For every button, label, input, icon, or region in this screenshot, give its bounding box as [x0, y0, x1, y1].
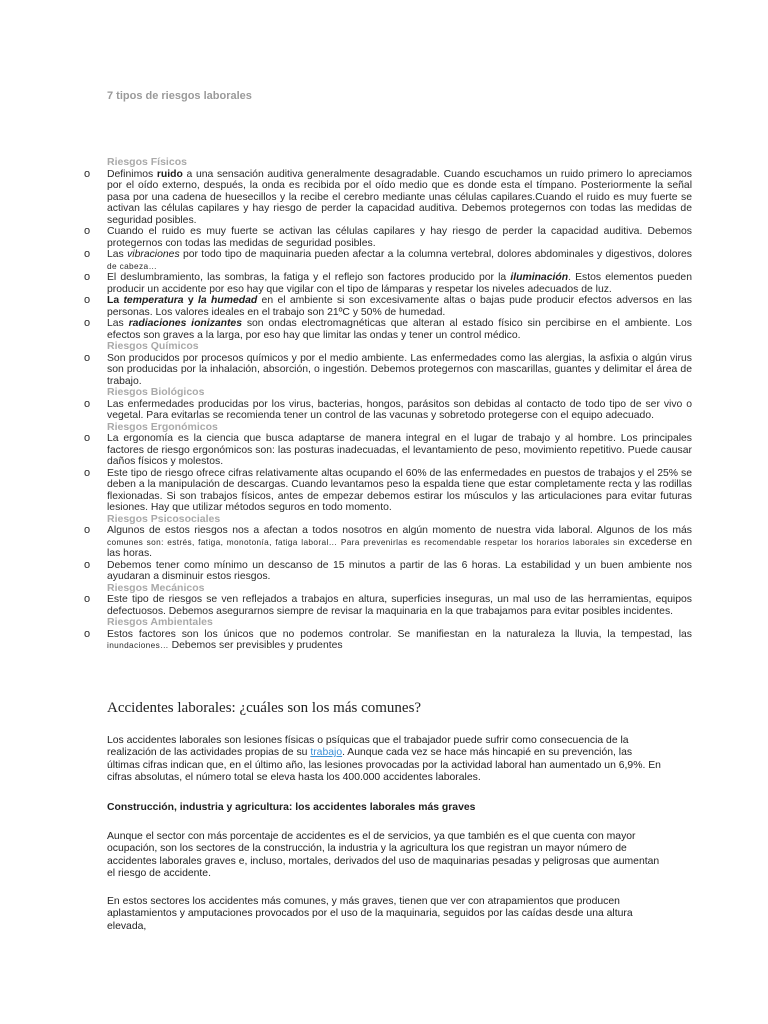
- list-item-text: [107, 295, 692, 318]
- text-segment: son ondas electromagnéticas que alteran al estado físico sin percibirse en el ambiente. Los efectos son graves a la larga, por eso hay que limitar las ondas y tener un control médico.: [107, 318, 692, 341]
- bullet-marker: o: [84, 558, 91, 571]
- text-segment: Debemos tener como mínimo un descanso de 15 minutos a partir de las 6 horas. La estabilidad y un buen ambiente nos ayudaran a disminuir estos riesgos.: [107, 559, 692, 582]
- bullet-marker: o: [84, 271, 91, 283]
- text-segment: Son producidos por procesos químicos y por el medio ambiente. Las enfermedades como las alergias, la asfixia o algún virus son producidas por la inhalación, absorción, o ingestión. Debemos protegernos con mascarillas, guantes y delimitar el área de trabajo.: [107, 352, 692, 387]
- list-item-text: [107, 272, 692, 295]
- article-subheading-block: [107, 802, 667, 814]
- list-item: [84, 295, 692, 318]
- text-segment: Algunos de estos riesgos nos a afectan a todos nosotros en algún momento de nuestra vida laboral. Algunos de los más: [107, 525, 692, 536]
- text-segment: vibraciones: [127, 249, 180, 260]
- article-paragraph-2: Aunque el sector con más porcentaje de accidentes es el de servicios, ya que también es el que cuenta con mayor ocupación, son los sectores de la construcción, la industria y la agricultura los que registran un mayor número de accidentes laborales graves e, incluso, mortales, derivados del uso de maquinarias pesadas y peligrosas que aumentan el riesgo de accidente.: [107, 831, 660, 879]
- list-item-text: [107, 249, 692, 272]
- bullet-marker: o: [84, 317, 91, 329]
- text-segment: La: [107, 295, 124, 306]
- text-segment: y: [183, 295, 198, 306]
- text-segment: Las: [107, 318, 129, 329]
- list-item-text: [107, 468, 692, 514]
- risk-section-heading: Riesgos Físicos: [107, 156, 187, 168]
- list-item-text: [107, 629, 692, 652]
- list-item-text: [107, 560, 692, 583]
- text-segment: iluminación: [510, 272, 569, 283]
- text-segment: Las: [107, 249, 128, 260]
- text-segment: radiaciones ionizantes: [128, 318, 242, 329]
- text-segment: comunes son: estrés, fatiga, monotonía, fatiga laboral… Para prevenirlas es recomendable respetar los horarios laborales sin: [107, 536, 625, 547]
- list-item-text: [107, 169, 692, 227]
- article-paragraph-3-block: [107, 896, 667, 933]
- list-item-text: [107, 525, 692, 560]
- list-item: [84, 353, 692, 388]
- bullet-marker: o: [84, 593, 91, 605]
- text-segment: inundaciones…: [107, 640, 169, 650]
- risk-section-heading: Riesgos Ambientales: [107, 616, 213, 628]
- intro-text-after: . Aunque cada vez se hace más hincapié en su prevención, las últimas cifras indican que, en el último año, las lesiones provocadas por la actividad laboral han aumentado un 6,9%. En cifras absolutas, el número total se eleva hasta los 400.000 accidentes laborales.: [107, 747, 661, 783]
- list-item-text: [107, 399, 692, 422]
- document-title: 7 tipos de riesgos laborales: [107, 90, 252, 102]
- risk-list: [84, 157, 692, 652]
- list-item: [84, 272, 692, 295]
- text-segment: El deslumbramiento, las sombras, la fatiga y el reflejo son factores producido por la: [107, 272, 511, 283]
- risk-section-heading: Riesgos Mecánicos: [107, 581, 205, 594]
- list-item-text: [107, 318, 692, 341]
- article-intro: [107, 735, 667, 784]
- list-item: [84, 468, 692, 514]
- text-segment: Este tipo de riesgos se ven reflejados a trabajos en altura, superficies inseguras, un mal uso de las herramientas, equipos defectuosos. Debemos asegurarnos siempre de revisar la maquinaria en la que trabajamos para evitar posibles incidentes.: [107, 594, 692, 617]
- text-segment: Definimos: [107, 168, 157, 180]
- intro-text-before: Los accidentes laborales son lesiones físicas o psíquicas que el trabajador puede sufrir como consecuencia de la realización de las actividades propias de su: [107, 735, 629, 759]
- risk-section-heading: Riesgos Químicos: [107, 340, 199, 352]
- text-segment: Estos factores son los únicos que no podemos controlar. Se manifiestan en la naturaleza la lluvia, la tempestad, las: [107, 628, 692, 640]
- bullet-marker: o: [84, 627, 91, 640]
- text-segment: Debemos ser previsibles y prudentes: [168, 640, 343, 651]
- text-segment: temperatura: [123, 295, 184, 306]
- bullet-marker: o: [84, 432, 91, 444]
- list-item-text: [107, 226, 692, 249]
- list-item: [84, 249, 692, 272]
- list-item: [84, 560, 692, 583]
- list-item: [84, 399, 692, 422]
- list-item: [84, 629, 692, 652]
- list-item: [84, 433, 692, 468]
- text-segment: . Estos elementos pueden producir un accidente por eso hay que vigilar con el tipo de lámparas y respetar los niveles adecuados de luz.: [107, 272, 692, 295]
- text-segment: la humedad: [198, 295, 258, 306]
- text-segment: de cabeza…: [107, 260, 158, 271]
- bullet-marker: o: [84, 167, 91, 180]
- bullet-marker: o: [84, 466, 91, 479]
- text-segment: ruido: [156, 168, 183, 180]
- article-paragraph-2-block: [107, 831, 667, 880]
- bullet-marker: o: [84, 225, 91, 237]
- bullet-marker: o: [84, 351, 91, 364]
- bullet-marker: o: [84, 524, 91, 536]
- list-item: [84, 594, 692, 617]
- text-segment: por todo tipo de maquinaria pueden afectar a la columna vertebral, dolores abdominales y digestivos, dolores: [179, 249, 692, 260]
- risk-section-heading: Riesgos Ergonómicos: [107, 420, 218, 433]
- article-paragraph-3: En estos sectores los accidentes más comunes, y más graves, tienen que ver con atrapamientos que producen aplastamientos y amputaciones provocados por el uso de la maquinaria, seguidos por las caídas desde una altura elevada,: [107, 896, 633, 932]
- risk-section-heading: Riesgos Psicosociales: [107, 512, 221, 525]
- text-segment: en el ambiente si son excesivamente altas o bajas pude producir efectos adversos en las personas. Los valores ideales en el trabajo son 21ºC y 50% de humedad.: [107, 295, 692, 318]
- list-item-text: [107, 594, 692, 617]
- bullet-marker: o: [84, 294, 91, 306]
- article-subheading: Construcción, industria y agricultura: los accidentes laborales más graves: [107, 802, 476, 813]
- risk-section-heading: Riesgos Biológicos: [107, 386, 205, 398]
- bullet-marker: o: [84, 397, 91, 410]
- text-segment: Este tipo de riesgo ofrece cifras relativamente altas ocupando el 60% de las enfermedades en puestos de trabajos y el 25% se deben a la manipulación de descargas. Cuando levantamos peso la espalda tiene que estar completamente recta y las rodillas flexionadas. Si son trabajos físicos, antes de empezar debemos estirar los músculos y las articulaciones para evitar futuras lesiones. Hay que utilizar métodos seguros en todo momento.: [107, 467, 692, 513]
- text-segment: excederse en las horas.: [107, 536, 692, 559]
- list-item-text: [107, 433, 692, 468]
- text-segment: La ergonomía es la ciencia que busca adaptarse de manera integral en el lugar de trabajo y al hombre. Los principales factores de riesgo ergonómicos son: las posturas inadecuadas, el levantamiento de peso, movimiento repetitivo. Puede causar daños físicos y molestos.: [107, 433, 692, 467]
- list-item: [84, 169, 692, 227]
- text-segment: Cuando el ruido es muy fuerte se activan las células capilares y hay riesgo de perder la capacidad auditiva. Debemos protegernos con todas las medidas de seguridad posibles.: [107, 226, 692, 249]
- text-segment: Las enfermedades producidas por los virus, bacterias, hongos, parásitos son debidas al contacto de todo tipo de ser vivo o vegetal. Para evitarlas se recomienda tener un control de las vacunas y sobretodo protegerse con el equipo adecuado.: [107, 398, 692, 421]
- text-segment: a una sensación auditiva generalmente desagradable. Cuando escuchamos un ruido primero lo apreciamos por el oído externo, después, la onda es recibida por el oído medio que es donde esta el tímpano. Posteriormente la señal pasa por una cadena de huesecillos y la recibe el cerebro mediante unas células capilares.Cuando el ruido es muy fuerte se activan las células capilares y hay riesgo de perder la capacidad auditiva. Debemos protegernos con todas las medidas de seguridad posibles.: [107, 168, 692, 226]
- list-item: [84, 318, 692, 341]
- list-item-text: [107, 353, 692, 388]
- article-title: Accidentes laborales: ¿cuáles son los más comunes?: [107, 700, 422, 716]
- intro-paragraph: [107, 735, 667, 784]
- trabajo-link[interactable]: trabajo: [310, 747, 343, 759]
- bullet-marker: o: [84, 248, 91, 260]
- list-item: [84, 226, 692, 249]
- list-item: [84, 525, 692, 560]
